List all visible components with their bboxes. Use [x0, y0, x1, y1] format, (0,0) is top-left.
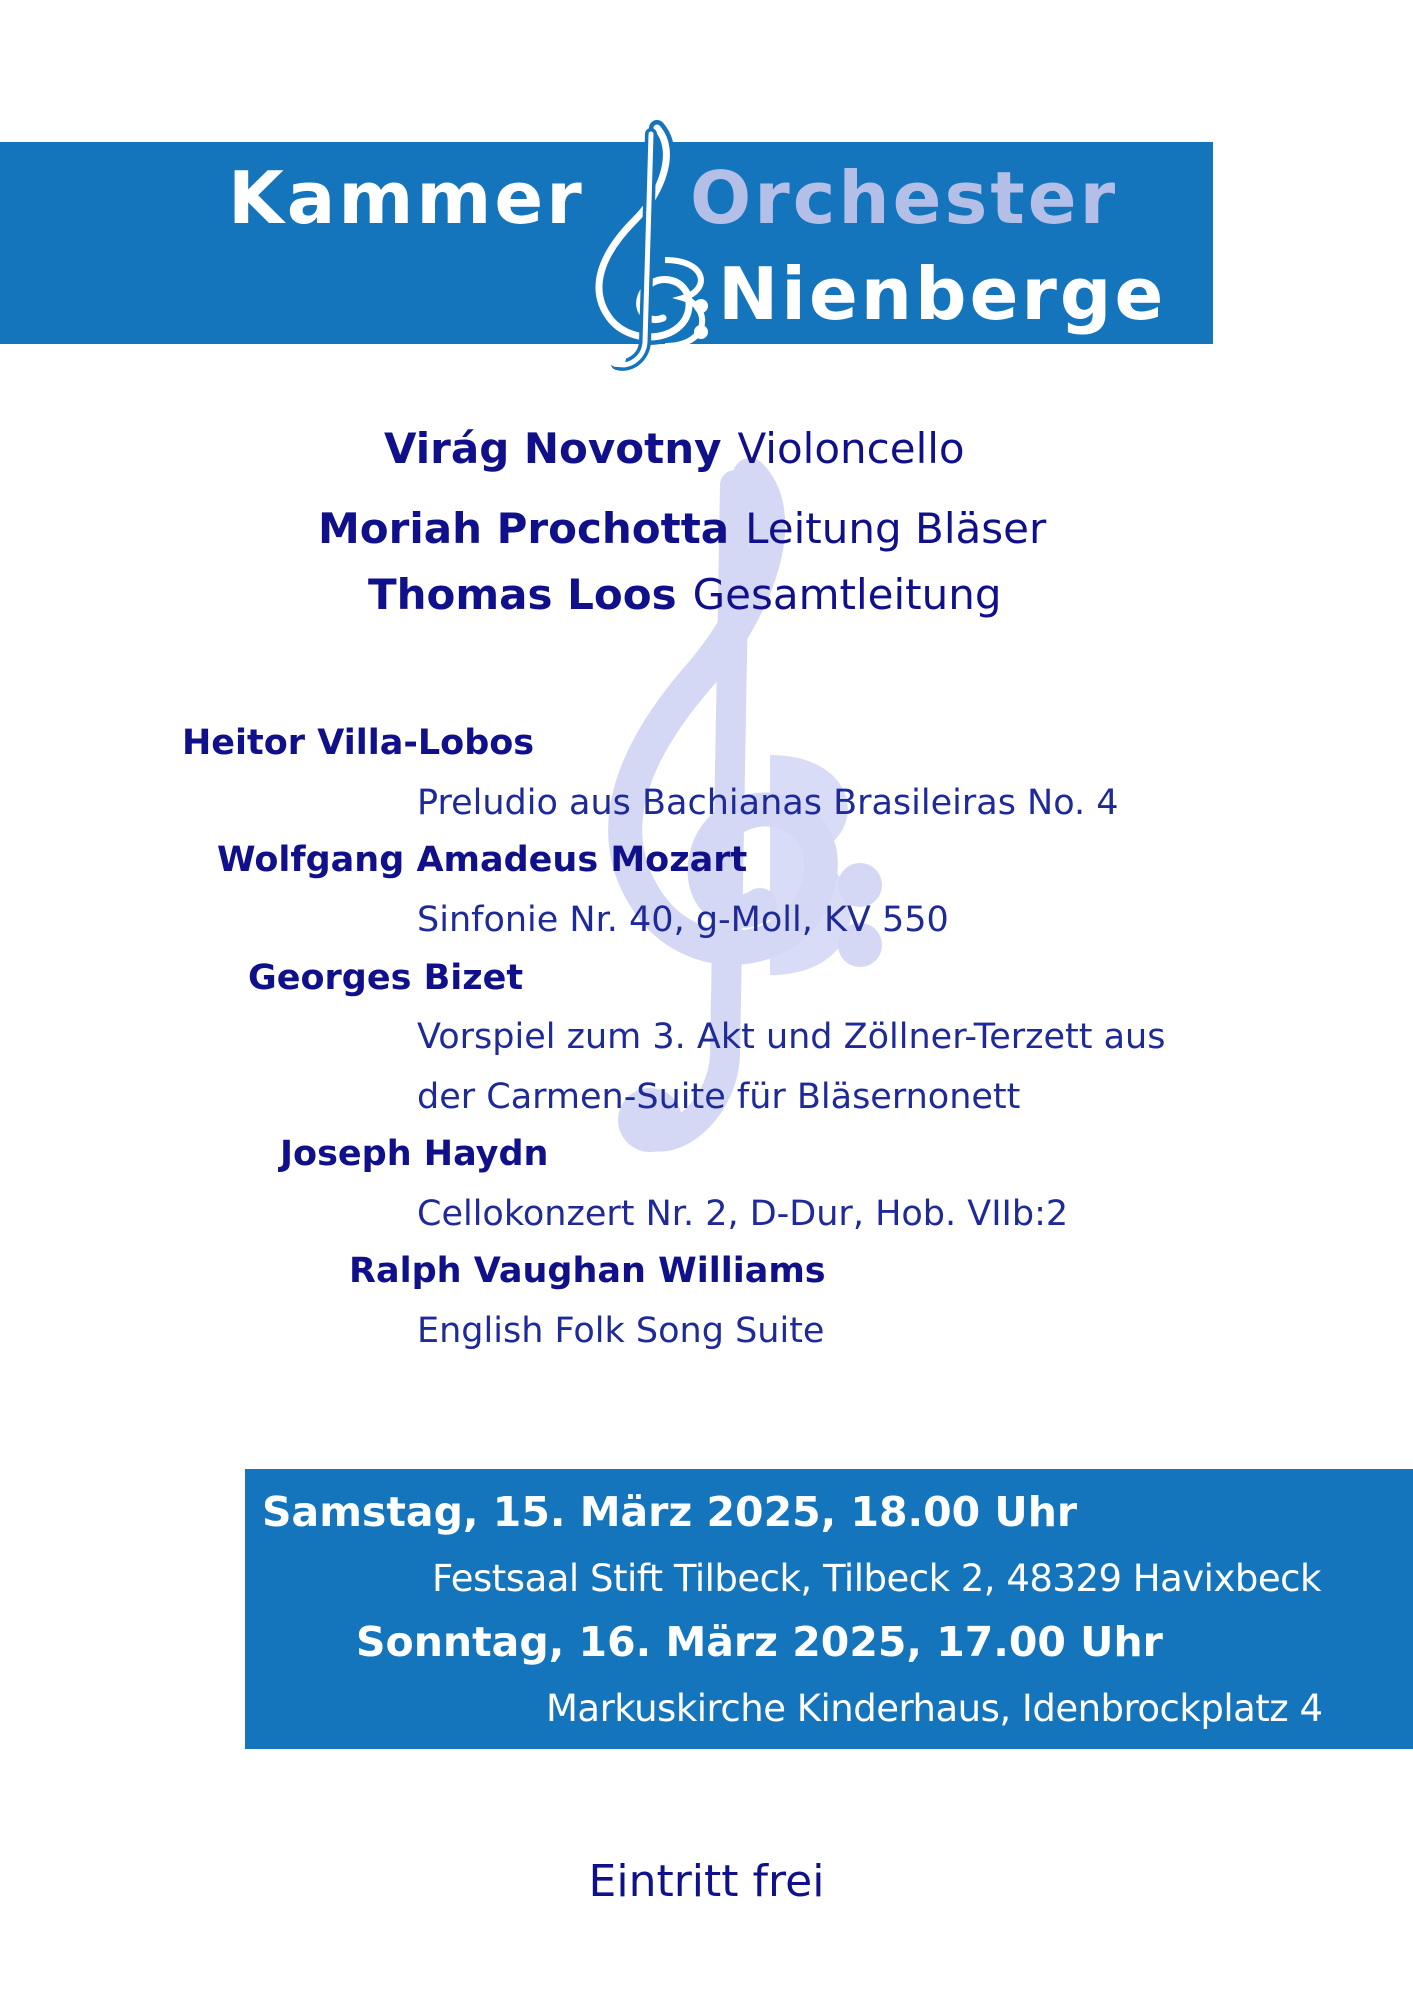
composer-name: Ralph Vaughan Williams — [349, 1251, 826, 1291]
credit-row — [384, 424, 965, 473]
performer-name: Moriah Prochotta — [318, 504, 730, 553]
composer-name: Heitor Villa-Lobos — [182, 723, 535, 763]
performer-role: Leitung Bläser — [745, 504, 1047, 553]
composer-name: Wolfgang Amadeus Mozart — [217, 840, 748, 880]
concert-date: Sonntag, 16. März 2025, 17.00 Uhr — [356, 1618, 1163, 1666]
treble-clef-icon — [565, 120, 715, 375]
logo-word-nienberge: Nienberge — [718, 252, 1167, 336]
work-title: English Folk Song Suite — [417, 1311, 825, 1351]
concert-date: Samstag, 15. März 2025, 18.00 Uhr — [262, 1488, 1078, 1536]
performer-name: Thomas Loos — [368, 570, 677, 619]
concert-venue: Festsaal Stift Tilbeck, Tilbeck 2, 48329 Havixbeck — [432, 1557, 1321, 1600]
credit-row — [368, 570, 1002, 619]
work-title: Cellokonzert Nr. 2, D-Dur, Hob. VIIb:2 — [417, 1194, 1069, 1234]
admission-note: Eintritt frei — [588, 1856, 825, 1907]
work-title: Preludio aus Bachianas Brasileiras No. 4 — [417, 783, 1119, 823]
work-title: Vorspiel zum 3. Akt und Zöllner-Terzett aus — [417, 1017, 1166, 1057]
work-title: der Carmen-Suite für Bläsernonett — [417, 1077, 1021, 1117]
composer-name: Georges Bizet — [248, 958, 524, 998]
credit-row — [318, 504, 1047, 553]
composer-name: Joseph Haydn — [280, 1134, 549, 1174]
work-title: Sinfonie Nr. 40, g-Moll, KV 550 — [417, 900, 949, 940]
performer-role: Gesamtleitung — [692, 570, 1002, 619]
concert-venue: Markuskirche Kinderhaus, Idenbrockplatz 4 — [546, 1687, 1323, 1730]
performer-role: Violoncello — [737, 424, 965, 473]
performer-name: Virág Novotny — [384, 424, 722, 473]
logo-word-orchester: Orchester — [690, 156, 1119, 240]
logo-word-kammer: Kammer — [228, 156, 585, 240]
